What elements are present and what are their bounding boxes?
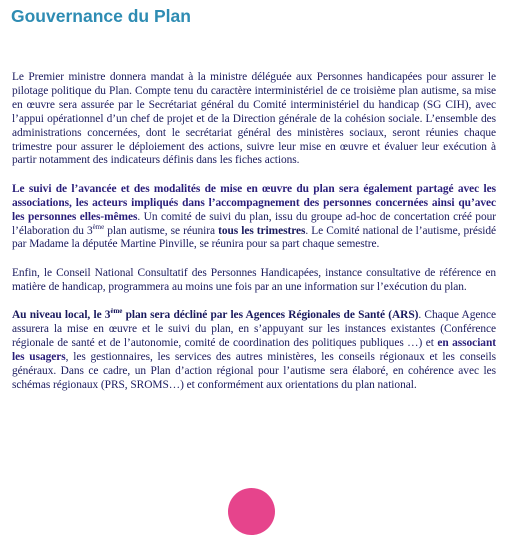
paragraph-pilotage: Le Premier ministre donnera mandat à la ministre déléguée aux Personnes handicapées pour assurer le pilotage politique du Plan. Compte tenu du caractère interministériel de ce troisième plan autisme, sa mise en œuvre sera assurée par le Secrétariat général du Comité interministériel du handicap (SG CIH), avec l’appui opérationnel d’un chef de projet et de la Direction générale de la cohésion sociale. L’ensemble des administrations concernées, dont le secrétariat général des ministères sociaux, seront réunies chaque trimestre pour assurer le déploiement des actions, suivre leur mise en œuvre et évaluer leur exécution à partir notamment des indicateurs définis dans les fiches actions. bbox=[12, 71, 496, 167]
emphasis-local-2: plan sera décliné par les Agences Régionales de Santé (ARS) bbox=[122, 309, 419, 322]
paragraph-local bbox=[12, 309, 496, 392]
paragraph-cncph: Enfin, le Conseil National Consultatif des Personnes Handicapées, instance consultative de référence en matière de handicap, programmera au moins une fois par an une information sur l’exécution du plan. bbox=[12, 266, 496, 293]
page-title: Gouvernance du Plan bbox=[11, 6, 191, 26]
emphasis-local-1: Au niveau local, le 3 bbox=[12, 309, 111, 322]
text-local-2: , les gestionnaires, les services des autres ministères, les conseils régionaux et les conseils généraux. Dans ce cadre, un Plan d’action régional pour l’autisme sera élaboré, en cohérence avec les schémas régionaux (PRS, SROMS…) et conformément aux orientations du plan national. bbox=[12, 350, 496, 391]
page-marker-dot bbox=[228, 488, 275, 535]
emphasis-usagers: en associant les usagers bbox=[12, 337, 496, 363]
emphasis-trimestres: tous les trimestres bbox=[218, 224, 306, 237]
text-suivi-1: . Un comité de suivi du plan, issu du groupe ad-hoc de concertation créé pour l’élaboration du 3 bbox=[12, 210, 496, 237]
text-local-1: . Chaque Agence assurera la mise en œuvre et le suivi du plan, en s’appuyant sur les instances existantes (Conférence régionale de santé et de l’autonomie, comité de coordination des politiques publiques …) et bbox=[12, 309, 497, 349]
document-body bbox=[12, 71, 496, 407]
text-suivi-2: plan autisme, se réunira bbox=[104, 224, 219, 237]
superscript-eme-2: ème bbox=[110, 307, 123, 316]
paragraph-suivi bbox=[12, 183, 496, 253]
emphasis-suivi: Le suivi de l’avancée et des modalités de mise en œuvre du plan sera également partagé avec les associations, les acteurs impliqués dans l’accompagnement des personnes concernées ainsi qu’avec les personnes elles-mêmes bbox=[12, 182, 496, 223]
text-suivi-3: . Le Comité national de l’autisme, présidé par Madame la députée Martine Pinville, se réunira pour sa part chaque semestre. bbox=[12, 224, 496, 251]
superscript-eme: ème bbox=[92, 222, 105, 231]
